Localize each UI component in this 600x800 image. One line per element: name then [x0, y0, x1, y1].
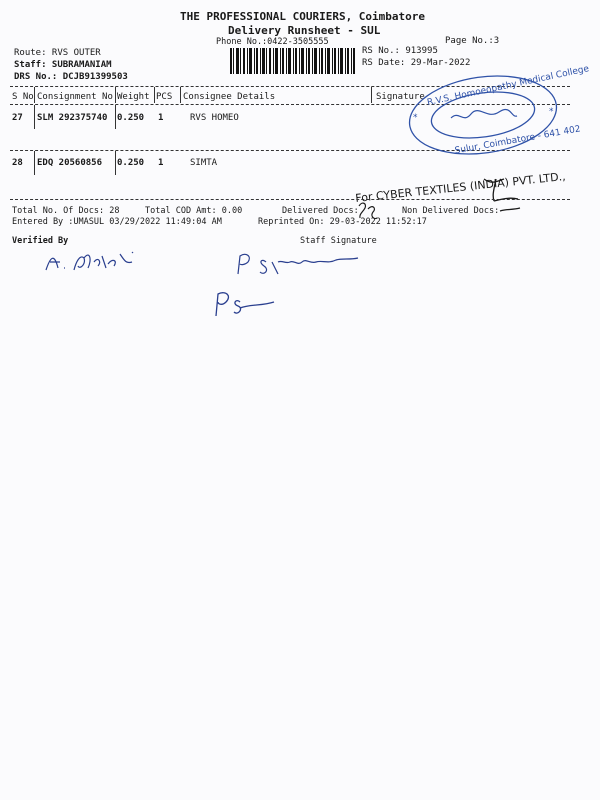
row-1-consignment: SLM 292375740 [37, 113, 108, 123]
col-consignment: Consignment No [37, 92, 113, 102]
verified-by-label: Verified By [12, 236, 69, 246]
row-2-pcs: 1 [158, 158, 164, 168]
svg-text:For CYBER TEXTILES (INDIA) PVT: For CYBER TEXTILES (INDIA) PVT. LTD., [354, 169, 567, 205]
rs-number: RS No.: 913995 [362, 46, 438, 56]
verifier-signature [40, 244, 140, 276]
col-weight: Weight [117, 92, 150, 102]
delivered-docs: Delivered Docs: [282, 206, 359, 216]
reprinted-on: Reprinted On: 29-03-2022 11:52:17 [258, 217, 427, 227]
runsheet-subtitle: Delivery Runsheet - SUL [228, 24, 381, 37]
col-signature: Signature [376, 92, 425, 102]
svg-text:Sulur, Coimbatore - 641 402: Sulur, Coimbatore - 641 402 [454, 124, 582, 157]
row-1-pcs: 1 [158, 113, 164, 123]
total-docs: Total No. Of Docs: 28 [12, 206, 120, 216]
col-consignee: Consignee Details [183, 92, 276, 102]
staff-signature-label: Staff Signature [300, 236, 377, 246]
svg-text:*: * [549, 107, 554, 117]
total-cod: Total COD Amt: 0.00 [145, 206, 243, 216]
table-bottom-rule [10, 199, 570, 200]
company-title: THE PROFESSIONAL COURIERS, Coimbatore [180, 10, 426, 23]
rs-date: RS Date: 29-Mar-2022 [362, 58, 471, 68]
non-delivered-dash [498, 204, 522, 216]
row-2-consignee: SIMTA [190, 158, 218, 168]
col-pcs: PCS [156, 92, 173, 102]
row-2-consignment: EDQ 20560856 [37, 158, 103, 168]
row-1-weight: 0.250 [117, 113, 145, 123]
initials-signature [210, 288, 280, 318]
company-stamp [350, 160, 567, 205]
drs-number: DRS No.: DCJB91399503 [14, 72, 128, 82]
non-delivered-docs: Non Delivered Docs: [402, 206, 500, 216]
staff-signature [232, 248, 372, 278]
svg-text:*: * [413, 113, 418, 123]
row-2-sno: 28 [12, 158, 23, 168]
barcode [230, 48, 355, 74]
row-1-consignee: RVS HOMEO [190, 113, 239, 123]
company-signature [478, 175, 528, 205]
route-label: Route: RVS OUTER [14, 48, 101, 58]
col-sno: S No [12, 92, 34, 102]
phone-number: Phone No.:0422-3505555 [216, 37, 329, 47]
svg-text:R.V.S. Homoeopathy Medical Col: R.V.S. Homoeopathy Medical College [426, 64, 591, 109]
staff-label: Staff: SUBRAMANIAM [14, 60, 112, 70]
row-2-weight: 0.250 [117, 158, 145, 168]
entered-by: Entered By :UMASUL 03/29/2022 11:49:04 AM [12, 217, 222, 227]
row-1-sno: 27 [12, 113, 23, 123]
page-number: Page No.:3 [445, 36, 500, 46]
college-stamp [403, 64, 591, 158]
